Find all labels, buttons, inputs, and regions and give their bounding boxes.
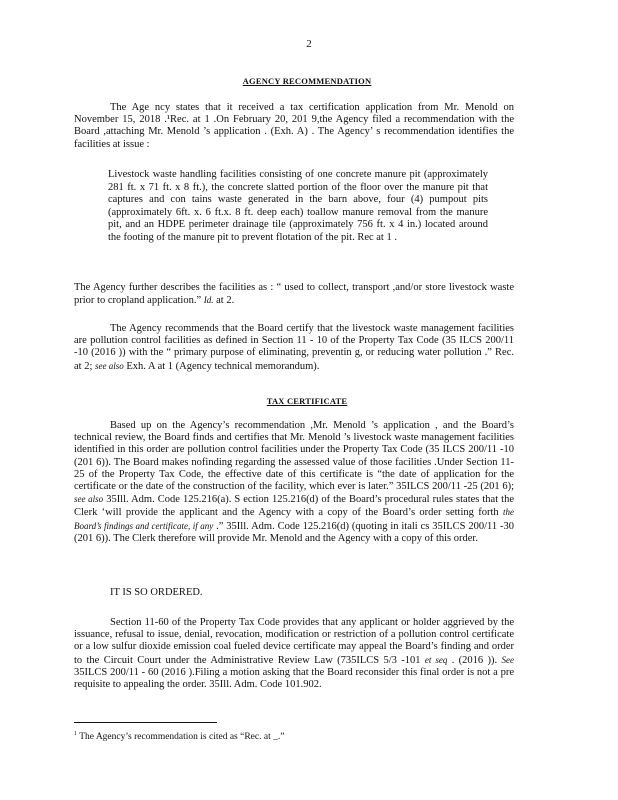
paragraph-text: Based up on the Agency’s recommendation ,Mr. Menold ’s application , and the Board’s technical review, the Board finds and certifies that Mr. Menold ’s livestock waste management facilities identified in this order are pollution control facilities under the Property Tax Code (35 ILCS 200/11 -10 (201 6)). The Board makes nofinding regarding the assessed value of those facilities .Under Section 11- 25 of the Property Tax Code, the effective date of this certificate is “the date of application for the certificate or the date of the construction of the facility, which ever is later.” 35ILCS 200/11 -25 (201 6); (74, 420, 514, 493)
block-quote-facilities (108, 169, 488, 245)
paragraph-appeal-rights (74, 617, 514, 691)
citation-et-seq: et seq (424, 654, 448, 665)
paragraph-text: Exh. A at 1 (Agency technical memorandum). (123, 360, 320, 372)
citation-see: See (501, 654, 514, 665)
citation-see-also: see also (74, 494, 104, 505)
ordered-statement (74, 587, 514, 599)
paragraph-board-finds (74, 420, 514, 545)
paragraph-text: The Agency further describes the facilities as : “ used to collect, transport ,and/or store livestock waste prior to cropland application.” (74, 282, 514, 307)
paragraph-text: The Age ncy states that it received a tax certification application from Mr. Menold on November 15, 2018 .¹Rec. at 1 .On February 20, 201 9,the Agency filed a recommendation with the Board ,attaching Mr. Menold ’s application . (Exh. A) . The Agency’ s recommendation identifies the facilities at issue : (74, 102, 514, 150)
footnote-mark: 1 (74, 731, 77, 737)
citation-id: Id. (203, 295, 214, 306)
paragraph-text: .” 35Ill. Adm. Code 125.216(d) (quoting in itali cs 35ILCS 200/11 -30 (201 6)). The Clerk therefore will provide Mr. Menold and the Agency with a copy of this order. (74, 520, 514, 544)
heading-agency-recommendation: AGENCY RECOMMENDATION (242, 76, 372, 86)
paragraph-agency-recommends (74, 323, 514, 373)
heading-tax-certificate: TAX CERTIFICATE (266, 396, 348, 406)
footnote (74, 731, 284, 742)
footnote-divider (74, 722, 217, 723)
paragraph-text: The Agency recommends that the Board certify that the livestock waste management facilities are pollution control facilities as defined in Section 11 - 10 of the Property Tax Code (35 ILCS 200/11 -10 (2016 )) with the “ primary purpose of eliminating, preventin g, or reducing water pollution .” Rec. at 2; (74, 323, 514, 372)
paragraph-text: . (2016 )). (447, 654, 502, 666)
paragraph-agency-describes (74, 282, 514, 307)
paragraph-text: at 2. (213, 295, 235, 307)
citation-see-also: see also (95, 360, 124, 371)
paragraph-agency-states (74, 102, 514, 151)
paragraph-text: 35Ill. Adm. Code 125.216(a). S ection 125.216(d) of the Board’s procedural rules states that the Clerk ‘will provide the applicant and the Agency with a copy of the Board’s order setting forth (74, 494, 514, 519)
footnote-text: The Agency’s recommendation is cited as “Rec. at _.” (77, 732, 285, 743)
block-quote-text: Livestock waste handling facilities consisting of one concrete manure pit (approximately 281 ft. x 71 ft. x 8 ft.), the concrete slatted portion of the floor over the manure pit that captures and con tains waste generated in the barn above, four (4) pumpout pits (approximately 6ft. x. 6 ft.x. 8 ft. deep each) toallow manure removal from the manure pit, and an HDPE perimeter drainage tile (approximately 756 ft. x 4 in.) located around the footing of the manure pit to prevent flotation of the pit. Rec at 1 . (108, 169, 488, 243)
paragraph-text: Section 11-60 of the Property Tax Code provides that any applicant or holder aggrieved by the issuance, refusal to issue, denial, revocation, modification or restriction of a pollution control certificate or a low sulfur dioxide emission coal fueled device certificate may appeal the Board’s finding and order to the Circuit Court under the Administrative Review Law (735ILCS 5/3 -101 (74, 617, 514, 666)
quoted-italics: the Board’s findings and certificate, if any (74, 507, 514, 531)
paragraph-text: 35ILCS 200/11 - 60 (2016 ).Filing a motion asking that the Board reconsider this final order is not a pre requisite to appealing the order. 35Ill. Adm. Code 101.902. (74, 666, 514, 691)
page-number: 2 (306, 38, 312, 50)
ordered-text: IT IS SO ORDERED. (110, 587, 203, 598)
